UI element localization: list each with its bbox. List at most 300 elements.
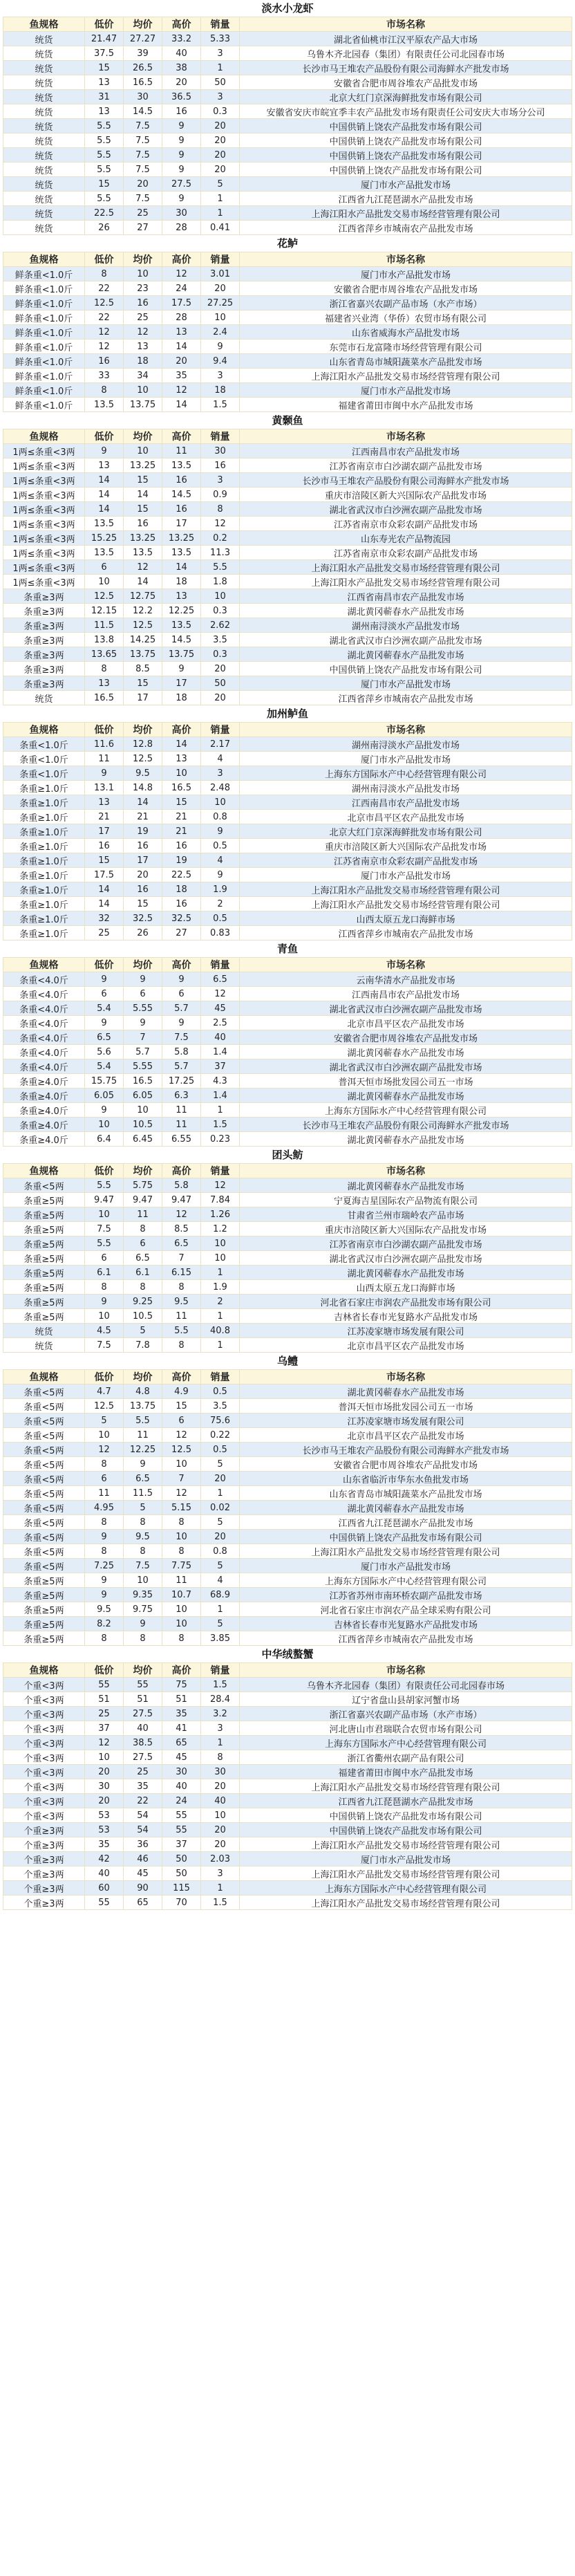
avg-price-cell: 15 — [124, 676, 162, 691]
spec-cell: 条重≥3两 — [3, 618, 85, 633]
market-cell: 厦门市水产品批发市场 — [240, 1852, 572, 1866]
high-price-cell: 10 — [162, 1617, 201, 1631]
high-price-cell: 35 — [162, 369, 201, 383]
low-price-cell: 10 — [85, 1309, 124, 1324]
avg-price-cell: 13 — [124, 340, 162, 354]
table-row — [3, 311, 572, 325]
low-price-cell: 22 — [85, 311, 124, 325]
avg-price-cell: 27.5 — [124, 1750, 162, 1765]
high-price-header: 高价 — [162, 17, 201, 32]
spec-cell: 条重<1.0斤 — [3, 766, 85, 781]
market-cell: 北京大红门京深海鲜批发市场有限公司 — [240, 90, 572, 104]
volume-cell: 1.5 — [201, 1896, 240, 1910]
low-price-cell: 14 — [85, 473, 124, 488]
market-cell: 上海江阳水产品批发交易市场经营管理有限公司 — [240, 206, 572, 221]
spec-cell: 统货 — [3, 1338, 85, 1353]
high-price-cell: 38 — [162, 61, 201, 75]
market-cell: 长沙市马王堆农产品股份有限公司海鲜水产批发市场 — [240, 1443, 572, 1457]
table-row — [3, 1692, 572, 1707]
market-cell: 上海江阳水产品批发交易市场经营管理有限公司 — [240, 369, 572, 383]
low-price-cell: 12.5 — [85, 296, 124, 311]
market-cell: 吉林省长春市光复路水产品批发市场 — [240, 1309, 572, 1324]
low-price-cell: 11 — [85, 752, 124, 766]
high-price-cell: 16 — [162, 897, 201, 911]
avg-price-cell: 6.45 — [124, 1132, 162, 1147]
low-price-cell: 13.5 — [85, 517, 124, 531]
volume-cell: 1 — [201, 1881, 240, 1896]
spec-header: 鱼规格 — [3, 1663, 85, 1678]
volume-cell: 40 — [201, 1030, 240, 1045]
table-row — [3, 1251, 572, 1266]
spec-cell: 统货 — [3, 46, 85, 61]
high-price-cell: 17.25 — [162, 1074, 201, 1088]
spec-cell: 1两≤条重<3两 — [3, 502, 85, 517]
volume-cell: 3.2 — [201, 1707, 240, 1721]
table-row — [3, 104, 572, 119]
avg-price-cell: 10 — [124, 267, 162, 281]
table-row — [3, 633, 572, 647]
spec-cell: 个重<3两 — [3, 1750, 85, 1765]
high-price-cell: 12 — [162, 1207, 201, 1222]
market-cell: 厦门市水产品批发市场 — [240, 868, 572, 882]
table-row — [3, 281, 572, 296]
volume-cell: 3 — [201, 1866, 240, 1881]
volume-cell: 1 — [201, 1736, 240, 1750]
table-row — [3, 46, 572, 61]
market-cell: 上海东方国际水产中心经营管理有限公司 — [240, 1736, 572, 1750]
low-price-cell: 12 — [85, 340, 124, 354]
avg-price-cell: 12.5 — [124, 618, 162, 633]
high-price-cell: 11 — [162, 444, 201, 458]
high-price-cell: 18 — [162, 691, 201, 705]
avg-price-cell: 6 — [124, 987, 162, 1001]
high-price-cell: 13.75 — [162, 647, 201, 662]
market-header: 市场名称 — [240, 1663, 572, 1678]
table-row — [3, 647, 572, 662]
avg-price-cell: 39 — [124, 46, 162, 61]
avg-price-header: 均价 — [124, 1370, 162, 1384]
low-price-cell: 26 — [85, 221, 124, 235]
price-table — [3, 429, 572, 705]
spec-cell: 条重<5两 — [3, 1178, 85, 1193]
table-row — [3, 1530, 572, 1544]
market-cell: 湖北黄冈蕲春水产品批发市场 — [240, 647, 572, 662]
volume-cell: 40 — [201, 1794, 240, 1808]
table-row — [3, 1266, 572, 1280]
spec-cell: 条重≥1.0斤 — [3, 926, 85, 940]
market-cell: 湖北黄冈蕲春水产品批发市场 — [240, 1178, 572, 1193]
table-row — [3, 546, 572, 560]
market-cell: 江西省九江琵琶湖水产品批发市场 — [240, 1794, 572, 1808]
spec-cell: 条重≥3两 — [3, 676, 85, 691]
market-cell: 北京大红门京深海鲜批发市场有限公司 — [240, 824, 572, 839]
high-price-cell: 9 — [162, 148, 201, 163]
table-row — [3, 1280, 572, 1295]
market-cell: 江西省萍乡市城南农产品批发市场 — [240, 221, 572, 235]
spec-cell: 条重<4.0斤 — [3, 1001, 85, 1016]
volume-cell: 0.41 — [201, 221, 240, 235]
market-cell: 江苏凌家塘市场发展有限公司 — [240, 1324, 572, 1338]
avg-price-header: 均价 — [124, 252, 162, 267]
volume-cell: 3 — [201, 766, 240, 781]
product-section — [3, 235, 572, 412]
low-price-cell: 12 — [85, 1443, 124, 1457]
high-price-cell: 35 — [162, 1707, 201, 1721]
spec-header: 鱼规格 — [3, 958, 85, 972]
volume-cell: 1 — [201, 1309, 240, 1324]
low-price-cell: 4.7 — [85, 1384, 124, 1399]
low-price-header: 低价 — [85, 17, 124, 32]
volume-cell: 9.4 — [201, 354, 240, 369]
table-row — [3, 766, 572, 781]
avg-price-cell: 19 — [124, 824, 162, 839]
market-cell: 北京市昌平区农产品批发市场 — [240, 810, 572, 824]
volume-cell: 0.22 — [201, 1428, 240, 1443]
spec-cell: 条重<5两 — [3, 1530, 85, 1544]
table-row — [3, 133, 572, 148]
market-cell: 福建省莆田市闽中水产品批发市场 — [240, 1765, 572, 1779]
table-row — [3, 1852, 572, 1866]
spec-cell: 条重≥5两 — [3, 1193, 85, 1207]
market-cell: 中国供销上饶农产品批发市场有限公司 — [240, 1823, 572, 1837]
high-price-cell: 8 — [162, 1631, 201, 1646]
low-price-cell: 10 — [85, 1750, 124, 1765]
volume-cell: 6.5 — [201, 972, 240, 987]
market-cell: 福建省兴业湾（华侨）农贸市场有限公司 — [240, 311, 572, 325]
low-price-cell: 8 — [85, 383, 124, 398]
volume-cell: 4.3 — [201, 1074, 240, 1088]
market-cell: 乌鲁木齐北园春（集团）有限责任公司北园春市场 — [240, 46, 572, 61]
spec-cell: 个重<3两 — [3, 1707, 85, 1721]
table-row — [3, 1559, 572, 1573]
avg-price-cell: 7.5 — [124, 192, 162, 206]
market-cell: 中国供销上饶农产品批发市场有限公司 — [240, 662, 572, 676]
avg-price-cell: 16.5 — [124, 1074, 162, 1088]
volume-cell: 68.9 — [201, 1588, 240, 1602]
volume-cell: 3 — [201, 46, 240, 61]
low-price-cell: 9 — [85, 444, 124, 458]
table-row — [3, 1707, 572, 1721]
product-section — [3, 1353, 572, 1646]
avg-price-cell: 11.5 — [124, 1486, 162, 1501]
table-row — [3, 221, 572, 235]
avg-price-cell: 20 — [124, 177, 162, 192]
price-table — [3, 957, 572, 1147]
market-cell: 湖州南浔淡水产品批发市场 — [240, 781, 572, 795]
volume-cell: 20 — [201, 148, 240, 163]
avg-price-cell: 16 — [124, 882, 162, 897]
high-price-cell: 8 — [162, 1515, 201, 1530]
table-row — [3, 1736, 572, 1750]
volume-cell: 1 — [201, 1103, 240, 1118]
volume-cell: 45 — [201, 1001, 240, 1016]
spec-cell: 鲜条重<1.0斤 — [3, 340, 85, 354]
spec-cell: 鲜条重<1.0斤 — [3, 369, 85, 383]
spec-cell: 条重<5两 — [3, 1457, 85, 1472]
market-cell: 江苏省南京市众彩农副产品批发市场 — [240, 517, 572, 531]
avg-price-cell: 13.75 — [124, 647, 162, 662]
spec-cell: 条重≥5两 — [3, 1222, 85, 1236]
spec-cell: 条重<5两 — [3, 1559, 85, 1573]
low-price-cell: 12.5 — [85, 589, 124, 604]
volume-cell: 16 — [201, 458, 240, 473]
avg-price-cell: 8.5 — [124, 662, 162, 676]
avg-price-cell: 9.5 — [124, 1530, 162, 1544]
high-price-cell: 30 — [162, 1765, 201, 1779]
volume-cell: 4 — [201, 752, 240, 766]
high-price-cell: 22.5 — [162, 868, 201, 882]
avg-price-cell: 7.5 — [124, 1559, 162, 1573]
table-row — [3, 1399, 572, 1414]
high-price-cell: 17.5 — [162, 296, 201, 311]
avg-price-cell: 25 — [124, 206, 162, 221]
low-price-cell: 5.6 — [85, 1045, 124, 1059]
volume-cell: 1.2 — [201, 1222, 240, 1236]
market-cell: 山东寿光农产品物流园 — [240, 531, 572, 546]
spec-cell: 条重≥4.0斤 — [3, 1103, 85, 1118]
market-cell: 山东省威海水产品批发市场 — [240, 325, 572, 340]
avg-price-cell: 7.8 — [124, 1338, 162, 1353]
low-price-cell: 33 — [85, 369, 124, 383]
market-cell: 中国供销上饶农产品批发市场有限公司 — [240, 148, 572, 163]
volume-cell: 1 — [201, 1338, 240, 1353]
spec-cell: 个重<3两 — [3, 1794, 85, 1808]
high-price-cell: 13 — [162, 589, 201, 604]
table-row — [3, 1544, 572, 1559]
low-price-header: 低价 — [85, 1164, 124, 1178]
high-price-cell: 13.5 — [162, 546, 201, 560]
market-cell: 安徽省合肥市周谷堆农产品批发市场 — [240, 281, 572, 296]
table-row — [3, 444, 572, 458]
low-price-header: 低价 — [85, 1663, 124, 1678]
spec-cell: 个重<3两 — [3, 1765, 85, 1779]
avg-price-cell: 7.5 — [124, 163, 162, 177]
low-price-cell: 9.47 — [85, 1193, 124, 1207]
spec-cell: 1两≤条重<3两 — [3, 575, 85, 589]
market-header: 市场名称 — [240, 429, 572, 444]
table-row — [3, 604, 572, 618]
market-cell: 山西太原五龙口海鲜市场 — [240, 1280, 572, 1295]
low-price-cell: 15 — [85, 177, 124, 192]
high-price-cell: 28 — [162, 221, 201, 235]
volume-cell: 30 — [201, 444, 240, 458]
table-header-row — [3, 429, 572, 444]
spec-cell: 1两≤条重<3两 — [3, 517, 85, 531]
table-header-row — [3, 252, 572, 267]
spec-cell: 1两≤条重<3两 — [3, 473, 85, 488]
table-row — [3, 1472, 572, 1486]
volume-cell: 3 — [201, 369, 240, 383]
table-row — [3, 369, 572, 383]
spec-cell: 统货 — [3, 104, 85, 119]
low-price-cell: 20 — [85, 1765, 124, 1779]
market-cell: 湖州南浔淡水产品批发市场 — [240, 618, 572, 633]
high-price-cell: 55 — [162, 1823, 201, 1837]
high-price-cell: 13 — [162, 325, 201, 340]
market-header: 市场名称 — [240, 252, 572, 267]
spec-cell: 条重<5两 — [3, 1515, 85, 1530]
avg-price-cell: 26 — [124, 926, 162, 940]
high-price-cell: 40 — [162, 1779, 201, 1794]
table-row — [3, 560, 572, 575]
spec-cell: 条重<4.0斤 — [3, 987, 85, 1001]
high-price-cell: 50 — [162, 1852, 201, 1866]
table-row — [3, 1222, 572, 1236]
volume-header: 销量 — [201, 958, 240, 972]
high-price-cell: 8 — [162, 1544, 201, 1559]
market-cell: 上海东方国际水产中心经营管理有限公司 — [240, 1103, 572, 1118]
avg-price-cell: 6.5 — [124, 1472, 162, 1486]
market-cell: 江西南昌市农产品批发市场 — [240, 444, 572, 458]
table-row — [3, 1384, 572, 1399]
price-table — [3, 1163, 572, 1353]
spec-cell: 统货 — [3, 75, 85, 90]
high-price-cell: 14.5 — [162, 633, 201, 647]
volume-cell: 0.5 — [201, 839, 240, 853]
price-table — [3, 17, 572, 235]
spec-cell: 统货 — [3, 177, 85, 192]
low-price-cell: 10 — [85, 1118, 124, 1132]
volume-cell: 3.5 — [201, 1399, 240, 1414]
avg-price-cell: 16 — [124, 517, 162, 531]
volume-cell: 1.5 — [201, 1678, 240, 1692]
volume-cell: 1.9 — [201, 882, 240, 897]
low-price-cell: 9 — [85, 972, 124, 987]
low-price-cell: 25 — [85, 1707, 124, 1721]
spec-cell: 条重≥1.0斤 — [3, 795, 85, 810]
low-price-cell: 17 — [85, 824, 124, 839]
low-price-cell: 9 — [85, 1588, 124, 1602]
high-price-cell: 70 — [162, 1896, 201, 1910]
high-price-cell: 13 — [162, 752, 201, 766]
volume-cell: 3 — [201, 473, 240, 488]
high-price-cell: 55 — [162, 1808, 201, 1823]
market-cell: 湖北省仙桃市江汉平原农产品大市场 — [240, 32, 572, 46]
volume-cell: 10 — [201, 311, 240, 325]
volume-cell: 0.5 — [201, 1384, 240, 1399]
high-price-cell: 6.5 — [162, 1236, 201, 1251]
avg-price-cell: 25 — [124, 1765, 162, 1779]
volume-cell: 27.25 — [201, 296, 240, 311]
low-price-cell: 13.5 — [85, 546, 124, 560]
spec-header: 鱼规格 — [3, 17, 85, 32]
spec-cell: 条重<5两 — [3, 1443, 85, 1457]
low-price-cell: 5.4 — [85, 1059, 124, 1074]
market-cell: 长沙市马王堆农产品股份有限公司海鲜水产批发市场 — [240, 473, 572, 488]
market-cell: 普洱天恒市场批发园公司五一市场 — [240, 1074, 572, 1088]
volume-cell: 2.17 — [201, 737, 240, 752]
volume-cell: 2.03 — [201, 1852, 240, 1866]
low-price-cell: 14 — [85, 882, 124, 897]
table-row — [3, 1132, 572, 1147]
market-cell: 湖北黄冈蕲春水产品批发市场 — [240, 1384, 572, 1399]
high-price-cell: 5.8 — [162, 1045, 201, 1059]
section-title: 加州鲈鱼 — [3, 705, 572, 722]
high-price-cell: 20 — [162, 354, 201, 369]
high-price-cell: 115 — [162, 1881, 201, 1896]
table-row — [3, 853, 572, 868]
spec-cell: 1两≤条重<3两 — [3, 458, 85, 473]
low-price-cell: 37.5 — [85, 46, 124, 61]
avg-price-cell: 12 — [124, 325, 162, 340]
spec-cell: 条重≥1.0斤 — [3, 868, 85, 882]
high-price-cell: 6 — [162, 1414, 201, 1428]
high-price-cell: 11 — [162, 1573, 201, 1588]
table-row — [3, 618, 572, 633]
high-price-cell: 15 — [162, 1399, 201, 1414]
market-cell: 江西南昌市农产品批发市场 — [240, 987, 572, 1001]
market-cell: 上海江阳水产品批发交易市场经营管理有限公司 — [240, 1837, 572, 1852]
high-price-cell: 41 — [162, 1721, 201, 1736]
low-price-cell: 9.5 — [85, 1602, 124, 1617]
spec-cell: 条重≥5两 — [3, 1573, 85, 1588]
table-row — [3, 752, 572, 766]
high-price-cell: 14 — [162, 398, 201, 412]
low-price-cell: 16.5 — [85, 691, 124, 705]
volume-cell: 30 — [201, 1765, 240, 1779]
market-cell: 上海东方国际水产中心经营管理有限公司 — [240, 1881, 572, 1896]
table-row — [3, 897, 572, 911]
table-row — [3, 795, 572, 810]
avg-price-cell: 13.75 — [124, 1399, 162, 1414]
low-price-cell: 6.05 — [85, 1088, 124, 1103]
market-cell: 江西省萍乡市城南农产品批发市场 — [240, 926, 572, 940]
avg-price-cell: 21 — [124, 810, 162, 824]
low-price-cell: 53 — [85, 1808, 124, 1823]
table-row — [3, 163, 572, 177]
market-cell: 安徽省安庆市皖宜季丰农产品批发市场有限责任公司安庆大市场分公司 — [240, 104, 572, 119]
volume-cell: 1.26 — [201, 1207, 240, 1222]
volume-header: 销量 — [201, 252, 240, 267]
high-price-cell: 11 — [162, 1118, 201, 1132]
volume-cell: 40.8 — [201, 1324, 240, 1338]
volume-cell: 20 — [201, 1779, 240, 1794]
high-price-cell: 5.7 — [162, 1059, 201, 1074]
avg-price-cell: 22 — [124, 1794, 162, 1808]
high-price-cell: 10 — [162, 1602, 201, 1617]
volume-cell: 2.5 — [201, 1016, 240, 1030]
low-price-cell: 30 — [85, 1779, 124, 1794]
low-price-cell: 10 — [85, 575, 124, 589]
market-cell: 江西省南昌市农产品批发市场 — [240, 589, 572, 604]
avg-price-cell: 46 — [124, 1852, 162, 1866]
low-price-header: 低价 — [85, 429, 124, 444]
table-row — [3, 502, 572, 517]
low-price-cell: 9 — [85, 1103, 124, 1118]
spec-cell: 条重≥5两 — [3, 1266, 85, 1280]
avg-price-cell: 9.35 — [124, 1588, 162, 1602]
high-price-cell: 9.47 — [162, 1193, 201, 1207]
market-cell: 湖北省武汉市白沙洲农副产品批发市场 — [240, 633, 572, 647]
high-price-cell: 14 — [162, 737, 201, 752]
avg-price-cell: 5.75 — [124, 1178, 162, 1193]
product-section — [3, 1147, 572, 1353]
low-price-cell: 31 — [85, 90, 124, 104]
spec-cell: 条重≥5两 — [3, 1602, 85, 1617]
spec-cell: 条重<4.0斤 — [3, 1059, 85, 1074]
table-row — [3, 1721, 572, 1736]
low-price-cell: 32 — [85, 911, 124, 926]
avg-price-cell: 54 — [124, 1808, 162, 1823]
avg-price-cell: 32.5 — [124, 911, 162, 926]
market-cell: 河北唐山市君瑞联合农贸市场有限公司 — [240, 1721, 572, 1736]
table-header-row — [3, 17, 572, 32]
table-row — [3, 61, 572, 75]
table-row — [3, 1193, 572, 1207]
price-table — [3, 1662, 572, 1910]
price-table — [3, 722, 572, 940]
high-price-cell: 24 — [162, 1794, 201, 1808]
